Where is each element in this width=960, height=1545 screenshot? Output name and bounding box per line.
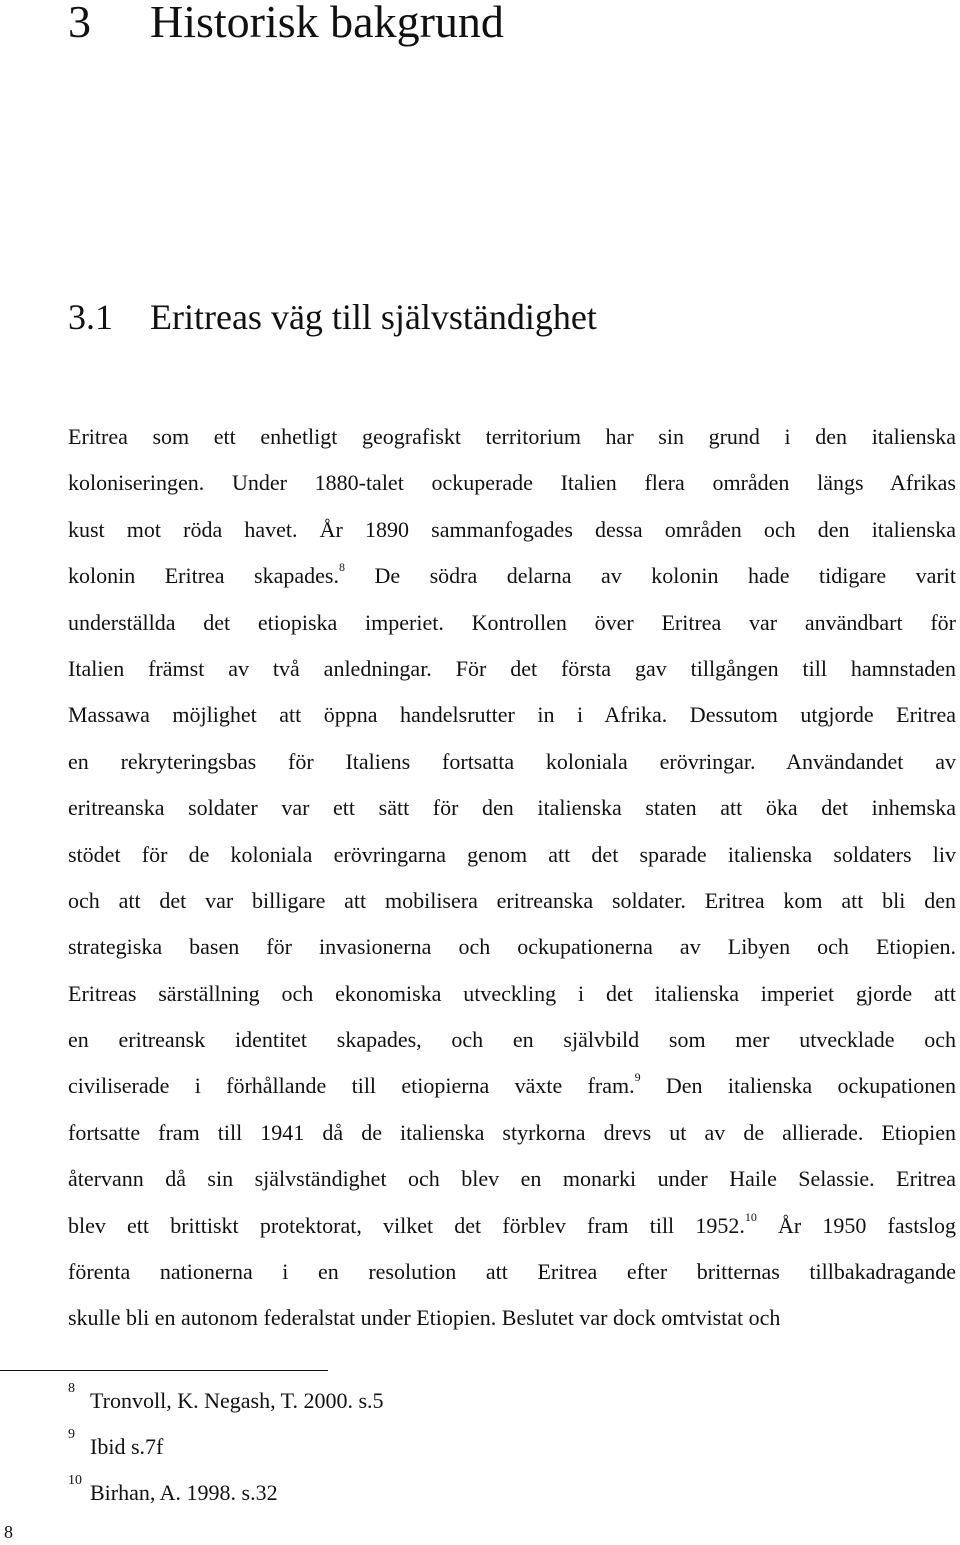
text-line [68,692,956,738]
footnote-number: 10 [68,1473,82,1488]
text-line-content: kolonin Eritrea skapades. [68,563,339,589]
text-line-content: koloniseringen. Under 1880-talet ockuperade Italien flera områden längs Afrikas [68,470,956,496]
text-line-continuation: Den italienska ockupationen [640,1073,956,1099]
text-line [68,785,956,831]
footnote-text: Tronvoll, K. Negash, T. 2000. s.5 [90,1388,384,1413]
text-line-content: och att det var billigare att mobilisera eritreanska soldater. Eritrea kom att bli den [68,887,956,913]
footnote-reference: 10 [744,1209,757,1224]
text-line-content: underställda det etiopiska imperiet. Kontrollen över Eritrea var användbart för [68,609,956,635]
text-line-content: eritreanska soldater var ett sätt för den italienska staten att öka det inhemska [68,795,956,821]
text-line [68,971,956,1017]
text-line-content: förenta nationerna i en resolution att Eritrea efter britternas tillbakadragande [68,1259,956,1285]
text-line-content: blev ett brittiskt protektorat, vilket det förblev fram till 1952. [68,1212,745,1238]
footnote-text: Birhan, A. 1998. s.32 [90,1480,278,1505]
footnote-item [68,1470,384,1516]
text-line [68,600,956,646]
text-line [68,1295,956,1341]
footnote-reference: 9 [634,1070,641,1085]
text-line-continuation: År 1950 fastslog [756,1212,956,1238]
footnote-text: Ibid s.7f [90,1434,164,1459]
body-paragraph [68,414,956,1342]
page-number: 8 [4,1522,13,1542]
text-line [68,1017,956,1063]
footnotes [68,1378,384,1516]
text-line [68,1249,956,1295]
chapter-title-text: Historisk bakgrund [150,0,504,47]
text-line [68,1110,956,1156]
text-line [68,832,956,878]
text-line [68,1203,956,1249]
footnote-reference: 8 [338,560,345,575]
section-number: 3.1 [68,297,113,337]
section-title [68,292,597,342]
section-title-text: Eritreas väg till självständighet [150,297,597,337]
text-line-content: stödet för de koloniala erövringarna genom att det sparade italienska soldaters liv [68,841,956,867]
text-line-content: en eritreansk identitet skapades, och en självbild som mer utvecklade och [68,1027,956,1053]
text-line-content: Massawa möjlighet att öppna handelsrutter in i Afrika. Dessutom utgjorde Eritrea [68,702,956,728]
text-line-content: civiliserade i förhållande till etiopierna växte fram. [68,1073,635,1099]
footnote-number: 9 [68,1427,75,1442]
text-line [68,646,956,692]
text-line-content: Eritrea som ett enhetligt geografiskt territorium har sin grund i den italienska [68,424,956,449]
text-line-content: kust mot röda havet. År 1890 sammanfogades dessa områden och den italienska [68,516,956,542]
text-line-content: återvann då sin självständighet och blev en monarki under Haile Selassie. Eritrea [68,1166,956,1192]
text-line [68,553,956,599]
text-line [68,1063,956,1109]
text-line-content: Eritreas särställning och ekonomiska utveckling i det italienska imperiet gjorde att [68,980,956,1006]
footnote-item [68,1424,384,1470]
text-line [68,1156,956,1202]
text-line-content: strategiska basen för invasionerna och ockupationerna av Libyen och Etiopien. [68,934,956,960]
text-line [68,507,956,553]
text-line-content: en rekryteringsbas för Italiens fortsatta koloniala erövringar. Användandet av [68,748,956,774]
text-line-content: skulle bli en autonom federalstat under Etiopien. Beslutet var dock omtvistat och [68,1305,781,1331]
text-line [68,739,956,785]
text-line-content: fortsatte fram till 1941 då de italienska styrkorna drevs ut av de allierade. Etiopien [68,1119,956,1145]
text-line-continuation: De södra delarna av kolonin hade tidigare varit [344,563,956,589]
text-line [68,924,956,970]
footnote-item [68,1378,384,1424]
footnote-separator [0,1370,328,1371]
chapter-number: 3 [68,0,91,47]
chapter-title [68,0,504,52]
text-line-content: Italien främst av två anledningar. För det första gav tillgången till hamnstaden [68,655,956,681]
text-line [68,414,956,460]
text-line [68,460,956,506]
footnote-number: 8 [68,1381,75,1396]
text-line [68,878,956,924]
